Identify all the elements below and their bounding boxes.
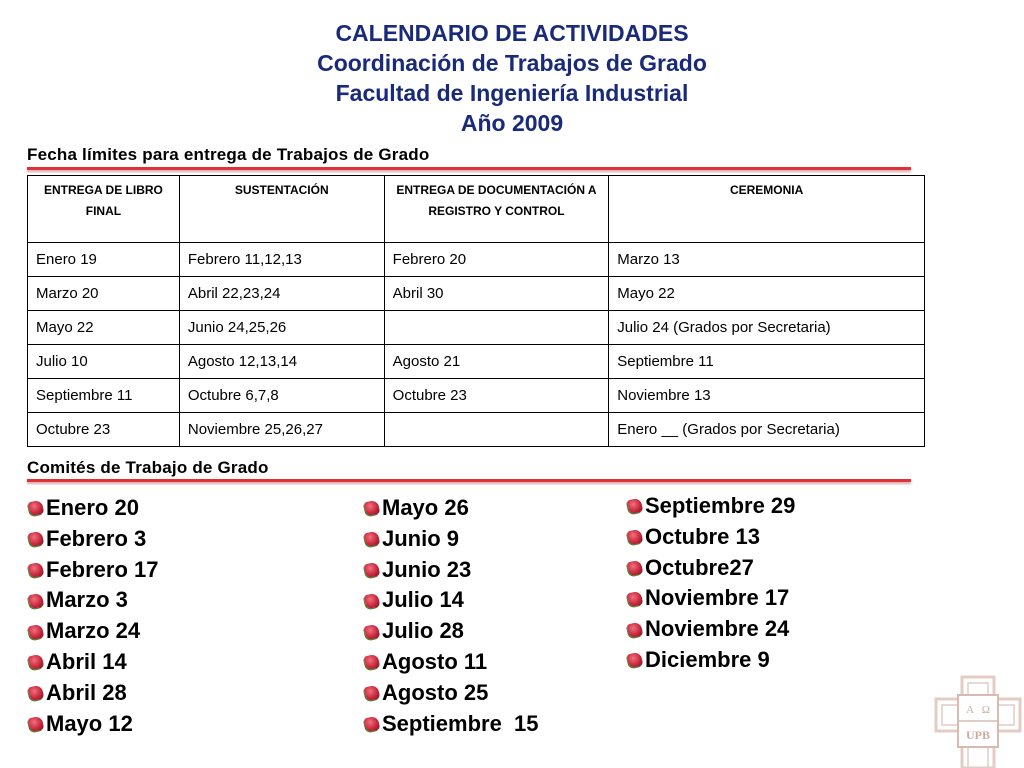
column-header: ENTREGA DE DOCUMENTACIÓN A REGISTRO Y CONTROL: [384, 176, 609, 243]
list-item: Junio 23: [365, 555, 539, 586]
table-cell: Octubre 23: [28, 413, 180, 447]
table-cell: Abril 22,23,24: [179, 277, 384, 311]
list-item: Noviembre 17: [628, 583, 795, 614]
title-block: [0, 18, 1024, 138]
title-line-4: Año 2009: [460, 110, 564, 136]
list-item: Febrero 17: [29, 555, 159, 586]
table-cell: Septiembre 11: [609, 345, 925, 379]
table-cell: Mayo 22: [609, 277, 925, 311]
deadlines-table: [27, 175, 925, 447]
list-item: Agosto 11: [365, 647, 539, 678]
table-cell: Junio 24,25,26: [179, 311, 384, 345]
list-item: Septiembre 15: [365, 709, 539, 740]
flower-bullet-icon: [627, 652, 644, 669]
committee-dates-column-3: [628, 491, 795, 676]
table-row: [28, 379, 925, 413]
deadlines-heading: Fecha límites para entrega de Trabajos de Grado: [27, 145, 430, 164]
table-cell: Enero __ (Grados por Secretaria): [609, 413, 925, 447]
list-item: Septiembre 29: [628, 491, 795, 522]
flower-bullet-icon: [627, 590, 644, 607]
table-cell: Septiembre 11: [28, 379, 180, 413]
flower-bullet-icon: [28, 654, 45, 671]
title-line-1: CALENDARIO DE ACTIVIDADES: [335, 20, 689, 46]
committee-dates-column-2: [365, 493, 539, 739]
table-cell: Marzo 13: [609, 243, 925, 277]
column-header: SUSTENTACIÓN: [179, 176, 384, 243]
table-row: [28, 277, 925, 311]
list-item: Abril 14: [29, 647, 159, 678]
list-item: Mayo 26: [365, 493, 539, 524]
table-header-row: [28, 176, 925, 243]
table-cell: [384, 311, 609, 345]
list-item: Diciembre 9: [628, 645, 795, 676]
table-cell: Febrero 20: [384, 243, 609, 277]
flower-bullet-icon: [28, 623, 45, 640]
flower-bullet-icon: [627, 498, 644, 515]
flower-bullet-icon: [627, 529, 644, 546]
flower-bullet-icon: [364, 531, 381, 548]
table-row: [28, 243, 925, 277]
column-header: ENTREGA DE LIBRO FINAL: [28, 176, 180, 243]
list-item: Noviembre 24: [628, 614, 795, 645]
table-row: [28, 345, 925, 379]
list-item: Octubre27: [628, 553, 795, 584]
flower-bullet-icon: [28, 716, 45, 733]
table-cell: Julio 24 (Grados por Secretaria): [609, 311, 925, 345]
flower-bullet-icon: [364, 562, 381, 579]
table-cell: Julio 10: [28, 345, 180, 379]
table-cell: [384, 413, 609, 447]
flower-bullet-icon: [364, 592, 381, 609]
list-item: Febrero 3: [29, 524, 159, 555]
table-cell: Agosto 21: [384, 345, 609, 379]
university-crest-logo: [932, 673, 1024, 768]
list-item: Junio 9: [365, 524, 539, 555]
table-row: [28, 413, 925, 447]
committee-dates-column-1: [29, 493, 159, 739]
title-line-3: Facultad de Ingeniería Industrial: [335, 80, 689, 106]
committees-heading: Comités de Trabajo de Grado: [27, 458, 269, 477]
table-cell: Noviembre 13: [609, 379, 925, 413]
list-item: Marzo 24: [29, 616, 159, 647]
list-item: Julio 28: [365, 616, 539, 647]
table-row: [28, 311, 925, 345]
table-cell: Marzo 20: [28, 277, 180, 311]
list-item: Octubre 13: [628, 522, 795, 553]
table-cell: Enero 19: [28, 243, 180, 277]
flower-bullet-icon: [364, 716, 381, 733]
flower-bullet-icon: [364, 685, 381, 702]
table-cell: Febrero 11,12,13: [179, 243, 384, 277]
flower-bullet-icon: [28, 531, 45, 548]
committees-heading-underline: [27, 479, 911, 482]
flower-bullet-icon: [364, 500, 381, 517]
flower-bullet-icon: [28, 562, 45, 579]
list-item: Julio 14: [365, 585, 539, 616]
table-cell: Abril 30: [384, 277, 609, 311]
flower-bullet-icon: [364, 623, 381, 640]
table-cell: Octubre 6,7,8: [179, 379, 384, 413]
crest-bottom-text: UPB: [966, 728, 990, 742]
crest-top-text: A Ω: [966, 704, 990, 716]
title-line-2: Coordinación de Trabajos de Grado: [317, 50, 707, 76]
table-cell: Octubre 23: [384, 379, 609, 413]
flower-bullet-icon: [627, 621, 644, 638]
flower-bullet-icon: [627, 560, 644, 577]
list-item: Marzo 3: [29, 585, 159, 616]
list-item: Agosto 25: [365, 678, 539, 709]
table-cell: Agosto 12,13,14: [179, 345, 384, 379]
list-item: Mayo 12: [29, 709, 159, 740]
deadlines-heading-underline: [27, 167, 911, 170]
table-cell: Mayo 22: [28, 311, 180, 345]
flower-bullet-icon: [364, 654, 381, 671]
flower-bullet-icon: [28, 685, 45, 702]
table-cell: Noviembre 25,26,27: [179, 413, 384, 447]
flower-bullet-icon: [28, 500, 45, 517]
list-item: Abril 28: [29, 678, 159, 709]
list-item: Enero 20: [29, 493, 159, 524]
column-header: CEREMONIA: [609, 176, 925, 243]
flower-bullet-icon: [28, 592, 45, 609]
